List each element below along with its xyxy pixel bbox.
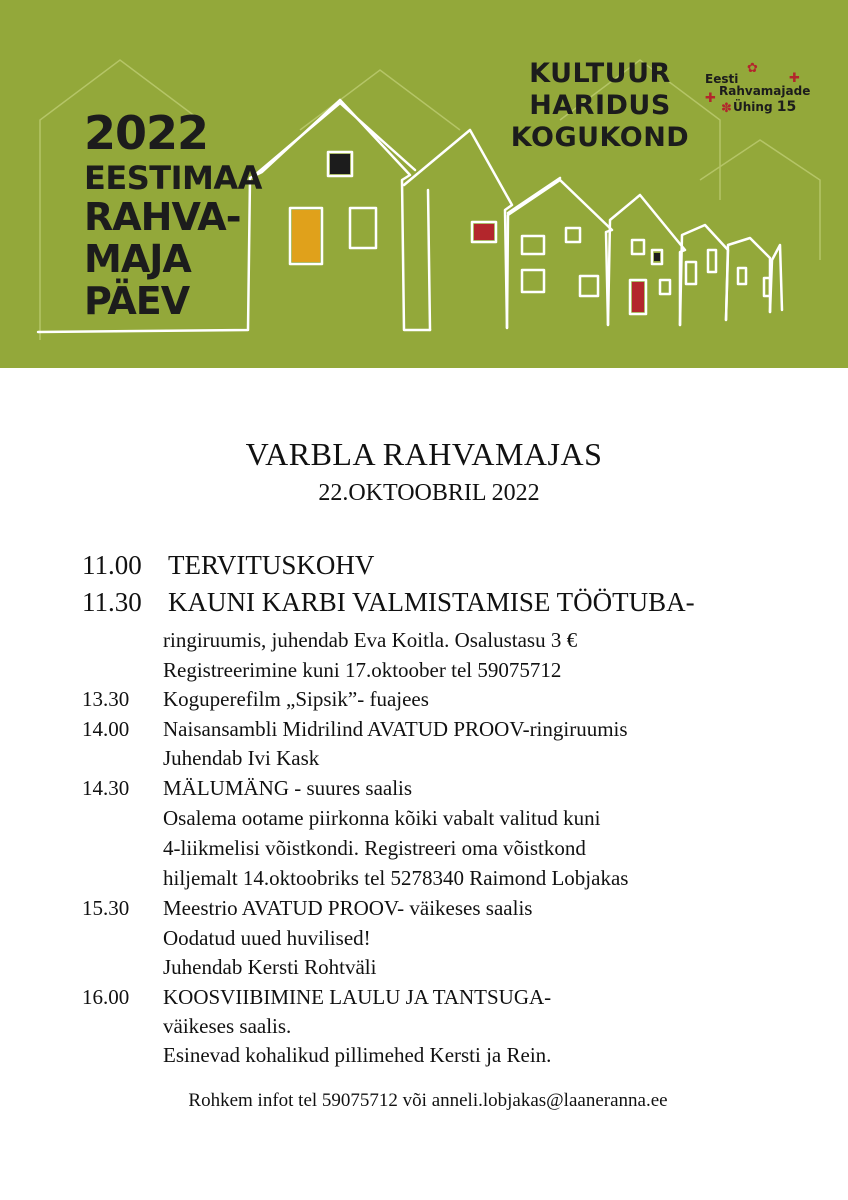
cross-ornament-icon: ✚ <box>789 71 800 86</box>
item-detail: Registreerimine kuni 17.oktoober tel 59075712 <box>163 658 562 682</box>
item-detail: ringiruumis, juhendab Eva Koitla. Osalustasu 3 € <box>163 628 578 652</box>
item-detail: Juhendab Kersti Rohtväli <box>163 955 377 979</box>
tagline-line-2: HARIDUS <box>529 90 671 121</box>
flower-ornament-icon: ✽ <box>721 101 732 116</box>
item-time: 15.30 <box>82 896 130 920</box>
item-time: 11.30 <box>82 587 142 617</box>
tagline-line-3: KOGUKOND <box>510 122 690 153</box>
item-detail: Juhendab Ivi Kask <box>163 746 320 770</box>
item-title: TERVITUSKOHV <box>168 550 375 580</box>
item-time: 16.00 <box>82 985 130 1009</box>
rahvamajade-uhing-logo <box>703 62 823 122</box>
item-detail: väikeses saalis. <box>163 1014 292 1038</box>
item-detail: Meestrio AVATUD PROOV- väikeses saalis <box>163 896 533 920</box>
item-time: 14.00 <box>82 717 130 741</box>
logo-line-1: Eesti <box>705 72 739 86</box>
folk-star-icon: ✿ <box>747 61 758 76</box>
banner-year: 2022 <box>84 106 209 160</box>
banner-tagline <box>490 58 710 154</box>
item-detail: 4-liikmelisi võistkondi. Registreeri oma võistkond <box>163 836 586 860</box>
item-time: 11.00 <box>82 550 142 580</box>
venue-title: VARBLA RAHVAMAJAS <box>245 436 603 472</box>
item-title: KAUNI KARBI VALMISTAMISE TÖÖTUBA- <box>168 587 695 617</box>
event-date: 22.OKTOOBRIL 2022 <box>318 480 540 506</box>
logo-line-3: Ühing 15 <box>733 99 797 115</box>
item-detail: KOOSVIIBIMINE LAULU JA TANTSUGA- <box>163 985 552 1009</box>
banner-title-line-3: MAJA <box>84 237 191 281</box>
contact-footer: Rohkem infot tel 59075712 või anneli.lobjakas@laaneranna.ee <box>188 1090 668 1111</box>
item-detail: Oodatud uued huvilised! <box>163 926 371 950</box>
banner-title-line-4: PÄEV <box>84 279 190 323</box>
logo-line-2: Rahvamajade <box>719 84 811 98</box>
banner-title <box>84 106 262 323</box>
item-time: 14.30 <box>82 776 130 800</box>
item-detail: hiljemalt 14.oktoobriks tel 5278340 Raimond Lobjakas <box>163 866 629 890</box>
event-banner <box>0 0 848 368</box>
item-detail: Naisansambli Midrilind AVATUD PROOV-ringiruumis <box>163 717 628 741</box>
item-detail: Esinevad kohalikud pillimehed Kersti ja Rein. <box>163 1043 552 1067</box>
item-time: 13.30 <box>82 687 130 711</box>
item-detail: Koguperefilm „Sipsik”- fuajees <box>163 687 429 711</box>
tagline-line-1: KULTUUR <box>529 58 671 89</box>
logo-number: 15 <box>776 99 797 115</box>
item-detail: Osalema ootame piirkonna kõiki vabalt valitud kuni <box>163 806 601 830</box>
cross-ornament-icon: ✚ <box>705 91 716 106</box>
item-detail: MÄLUMÄNG - suures saalis <box>163 776 413 800</box>
banner-title-line-2: RAHVA- <box>84 195 241 239</box>
banner-title-line-1: EESTIMAA <box>84 159 262 197</box>
